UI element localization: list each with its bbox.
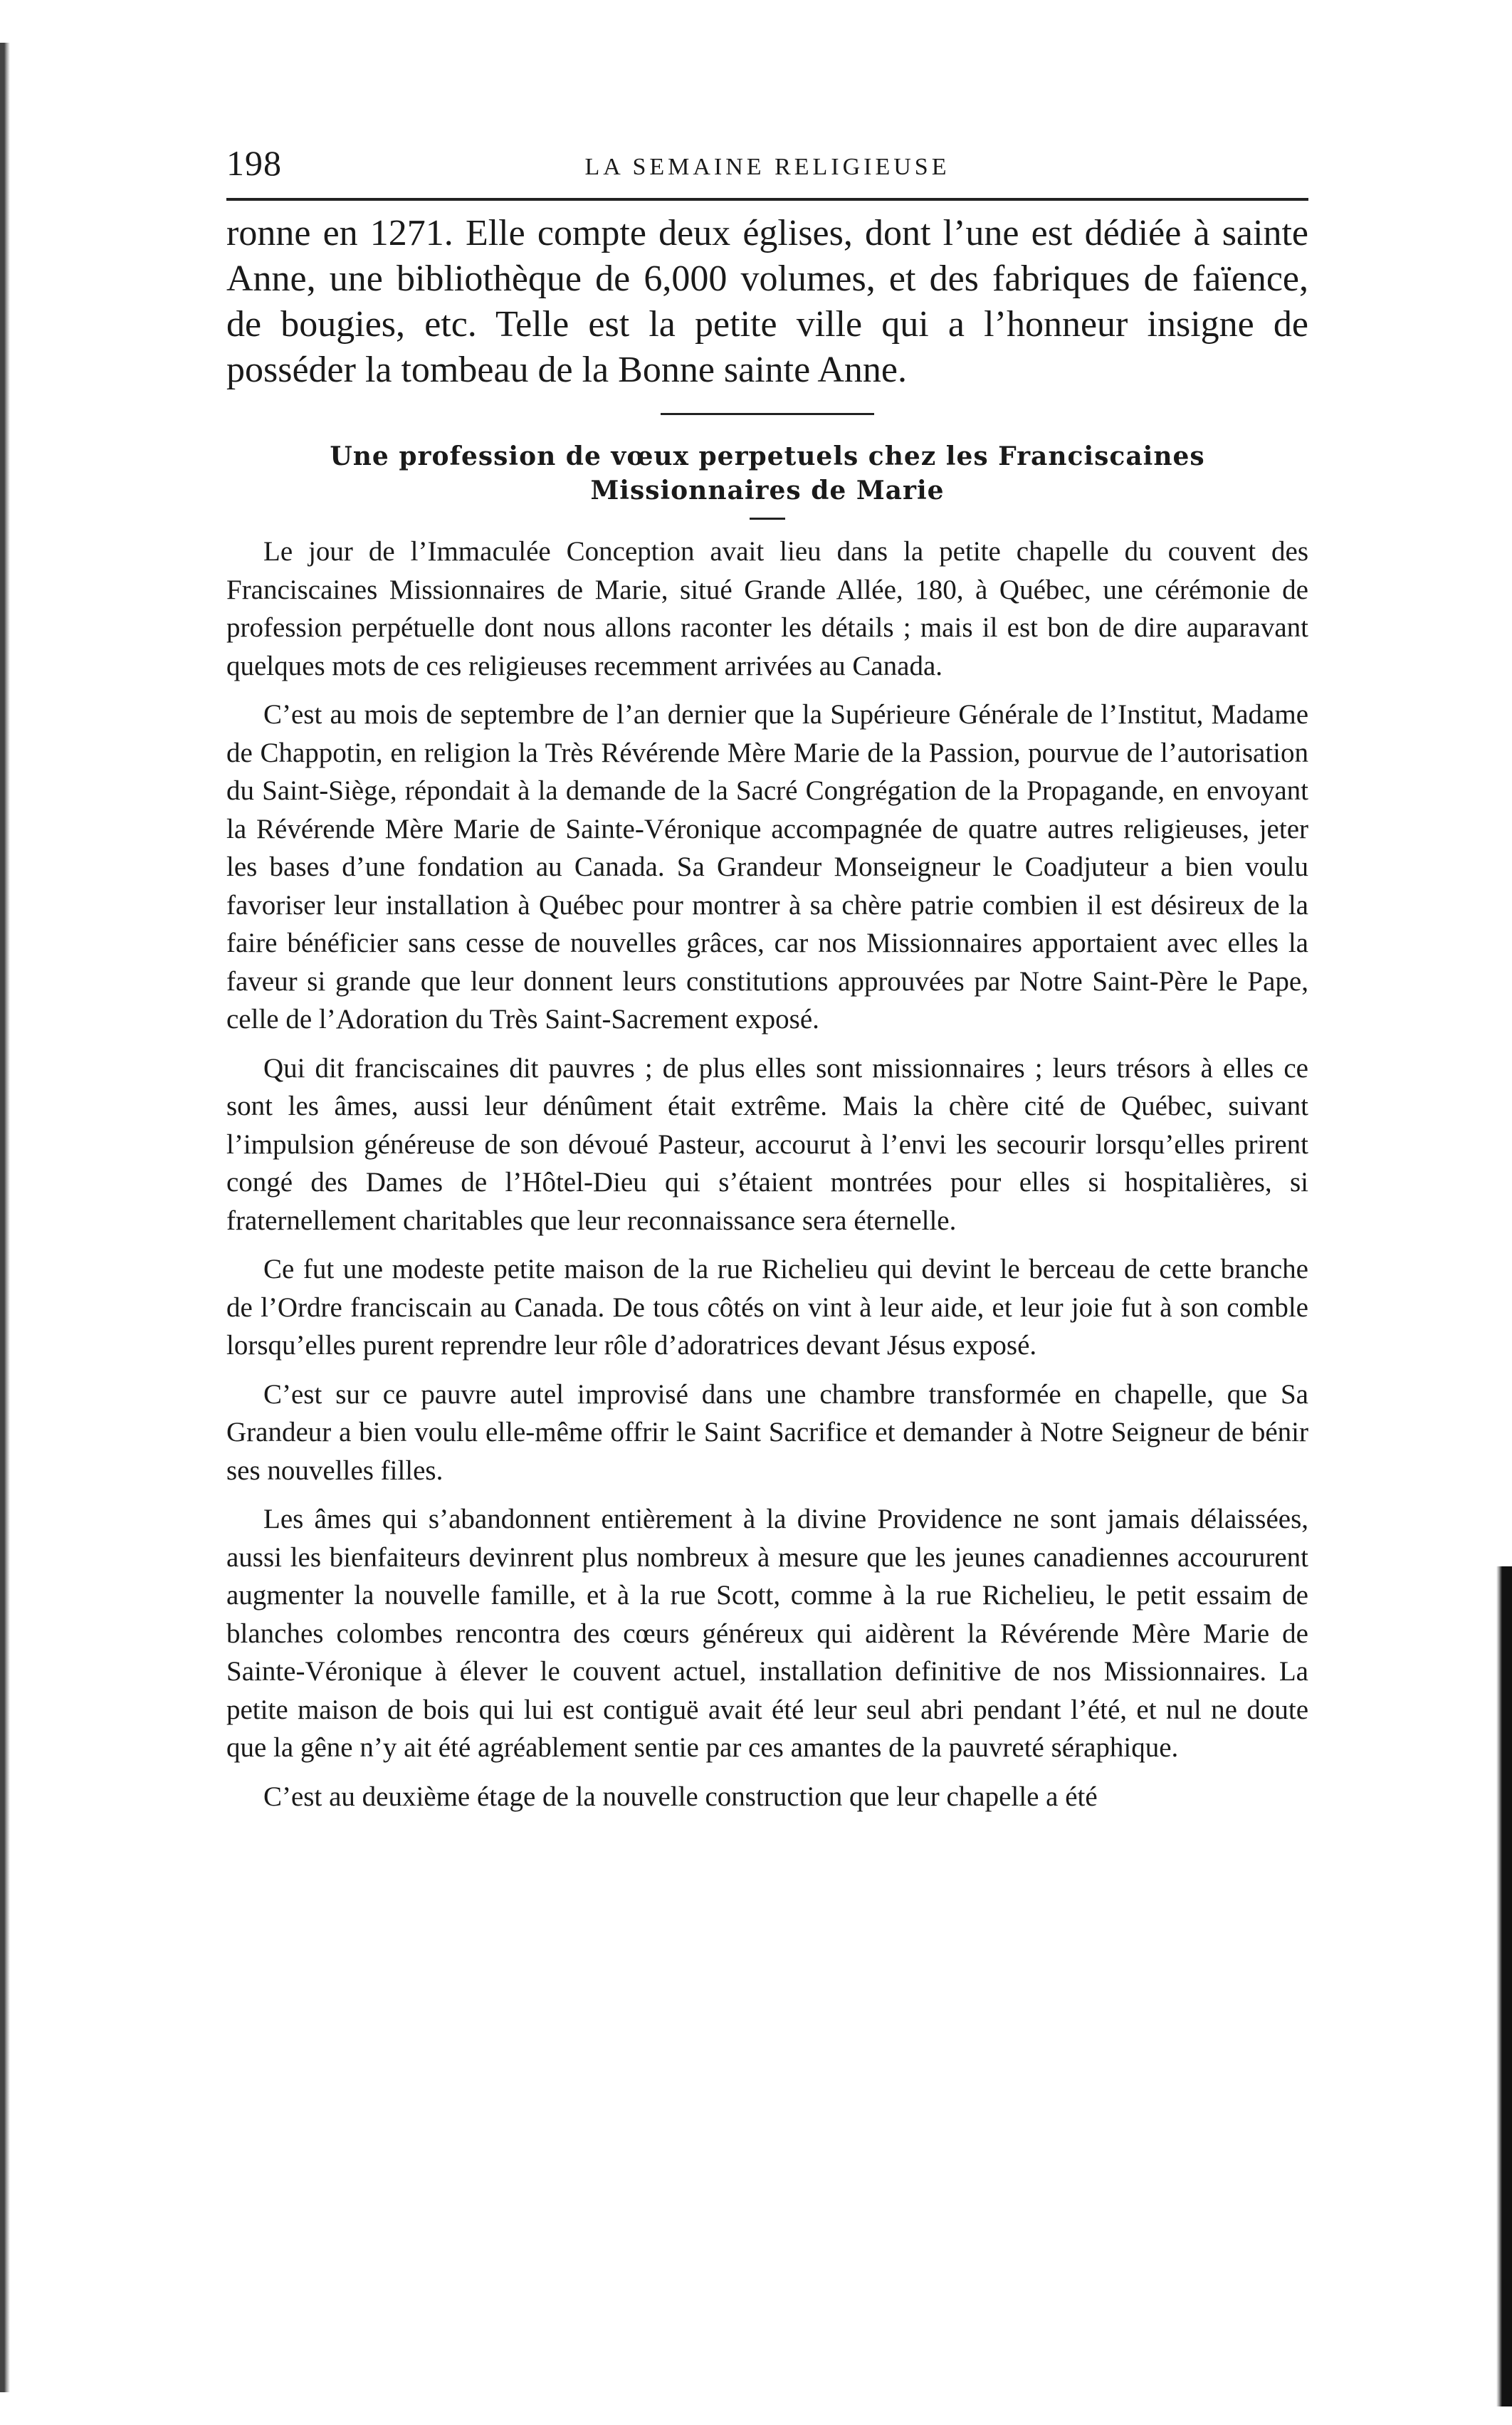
body-paragraph-1: Le jour de l’Immaculée Conception avait lieu dans la petite chapelle du couvent des Franciscaines Missionnaires de Marie, situé Grande Allée, 180, à Québec, une cérémonie de profession perpétuelle dont nous allons raconter les détails ; mais il est bon de dire auparavant quelques mots de ces religieuses recemment arrivées au Canada. xyxy=(226,536,1308,681)
article-title-line-1: Une profession de vœux perpetuels chez les Franciscaines xyxy=(330,441,1205,471)
scan-right-edge xyxy=(1496,1566,1512,2406)
journal-title: LA SEMAINE RELIGIEUSE xyxy=(584,154,950,180)
body-paragraph-2: C’est au mois de septembre de l’an dernier que la Supérieure Générale de l’Institut, Madame de Chappotin, en religion la Très Révérende Mère Marie de la Passion, pourvue de l’autorisation du Saint-Siège, répondait à la demande de la Sacré Congrégation de la Propagande, en envoyant la Révérende Mère Marie de Sainte-Véronique accompagnée de quatre autres religieuses, jeter les bases d’une fondation au Canada. Sa Grandeur Monseigneur le Coadjuteur a bien voulu favoriser leur installation à Québec pour montrer à sa chère patrie combien il est désireux de la faire bénéficier sans cesse de nouvelles grâces, car nos Missionnaires apportaient avec elles la faveur si grande que leur donnent leurs constitutions approuvées par Notre Saint-Père le Pape, celle de l’Adoration du Très Saint-Sacrement exposé. xyxy=(226,699,1308,1035)
body-paragraph-4: Ce fut une modeste petite maison de la rue Richelieu qui devint le berceau de cette branche de l’Ordre franciscain au Canada. De tous côtés on vint à leur aide, et leur joie fut à son comble lorsqu’elles purent reprendre leur rôle d’adoratrices devant Jésus exposé. xyxy=(226,1254,1308,1361)
scan-left-edge xyxy=(0,43,10,2392)
document-page xyxy=(226,142,1308,1826)
header-rule xyxy=(226,198,1308,201)
page-number: 198 xyxy=(226,143,282,183)
continued-paragraph: ronne en 1271. Elle compte deux églises, dont l’une est dédiée à sainte Anne, une bibliothèque de 6,000 volumes, et des fabriques de faïence, de bougies, etc. Telle est la petite ville qui a l’honneur insigne de posséder la tombeau de la Bonne sainte Anne. xyxy=(226,213,1308,390)
section-divider xyxy=(661,413,874,415)
body-paragraph-7: C’est au deuxième étage de la nouvelle construction que leur chapelle a été xyxy=(263,1781,1098,1812)
body-paragraph-5: C’est sur ce pauvre autel improvisé dans une chambre transformée en chapelle, que Sa Grandeur a bien voulu elle-même offrir le Saint Sacrifice et demander à Notre Seigneur de bénir ses nouvelles filles. xyxy=(226,1378,1308,1486)
running-header xyxy=(226,142,1308,192)
body-paragraph-3: Qui dit franciscaines dit pauvres ; de plus elles sont missionnaires ; leurs trésors à elles ce sont les âmes, aussi leur dénûment était extrême. Mais la chère cité de Québec, suivant l’impulsion généreuse de son dévoué Pasteur, accourut à l’envi les secourir lorsqu’elles prirent congé des Dames de l’Hôtel-Dieu qui s’étaient montrées pour elles si hospitalières, si fraternellement charitables que leur reconnaissance sera éternelle. xyxy=(226,1052,1308,1236)
article-title-line-2: Missionnaires de Marie xyxy=(590,476,945,506)
title-dash xyxy=(750,518,785,520)
body-paragraph-6: Les âmes qui s’abandonnent entièrement à la divine Providence ne sont jamais délaissées, aussi les bienfaiteurs devinrent plus nombreux à mesure que les jeunes canadiennes accoururent augmenter la nouvelle famille, et à la rue Scott, comme à la rue Richelieu, le petit essaim de blanches colombes rencontra des cœurs généreux qui aidèrent la Révérende Mère Marie de Sainte-Véronique à élever le couvent actuel, installation definitive de nos Missionnaires. La petite maison de bois qui lui est contiguë avait été leur seul abri pendant l’été, et nul ne doute que la gêne n’y ait été agréablement sentie par ces amantes de la pauvreté séraphique. xyxy=(226,1504,1308,1763)
article-title xyxy=(226,439,1308,508)
